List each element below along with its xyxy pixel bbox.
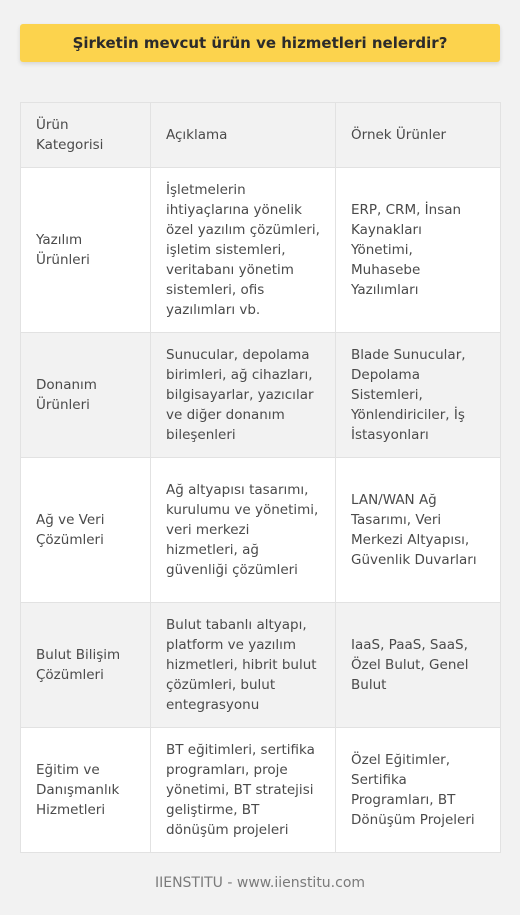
table-row	[21, 728, 501, 853]
header-description: Açıklama	[151, 103, 336, 168]
table-row	[21, 333, 501, 458]
table-row	[21, 458, 501, 603]
row-category: Donanım Ürünleri	[21, 333, 151, 458]
table-row	[21, 168, 501, 333]
header-category: Ürün Kategorisi	[21, 103, 151, 168]
page-title: Şirketin mevcut ürün ve hizmetleri nelerdir?	[20, 24, 500, 62]
row-examples: ERP, CRM, İnsan Kaynakları Yönetimi, Muhasebe Yazılımları	[336, 168, 501, 333]
row-examples: Blade Sunucular, Depolama Sistemleri, Yönlendiriciler, İş İstasyonları	[336, 333, 501, 458]
table-header-row	[21, 103, 501, 168]
row-description: Ağ altyapısı tasarımı, kurulumu ve yönetimi, veri merkezi hizmetleri, ağ güvenliği çözümleri	[151, 458, 336, 603]
row-category: Bulut Bilişim Çözümleri	[21, 603, 151, 728]
row-description: Sunucular, depolama birimleri, ağ cihazları, bilgisayarlar, yazıcılar ve diğer donanım bileşenleri	[151, 333, 336, 458]
row-description: BT eğitimleri, sertifika programları, proje yönetimi, BT stratejisi geliştirme, BT dönüşüm projeleri	[151, 728, 336, 853]
row-examples: LAN/WAN Ağ Tasarımı, Veri Merkezi Altyapısı, Güvenlik Duvarları	[336, 458, 501, 603]
row-description: Bulut tabanlı altyapı, platform ve yazılım hizmetleri, hibrit bulut çözümleri, bulut entegrasyonu	[151, 603, 336, 728]
row-description: İşletmelerin ihtiyaçlarına yönelik özel yazılım çözümleri, işletim sistemleri, veritabanı yönetim sistemleri, ofis yazılımları vb.	[151, 168, 336, 333]
footer-credit: IIENSTITU - www.iienstitu.com	[154, 875, 366, 891]
products-table	[20, 102, 501, 853]
row-category: Eğitim ve Danışmanlık Hizmetleri	[21, 728, 151, 853]
row-category: Yazılım Ürünleri	[21, 168, 151, 333]
table-row	[21, 603, 501, 728]
header-examples: Örnek Ürünler	[336, 103, 501, 168]
row-category: Ağ ve Veri Çözümleri	[21, 458, 151, 603]
row-examples: IaaS, PaaS, SaaS, Özel Bulut, Genel Bulut	[336, 603, 501, 728]
row-examples: Özel Eğitimler, Sertifika Programları, BT Dönüşüm Projeleri	[336, 728, 501, 853]
